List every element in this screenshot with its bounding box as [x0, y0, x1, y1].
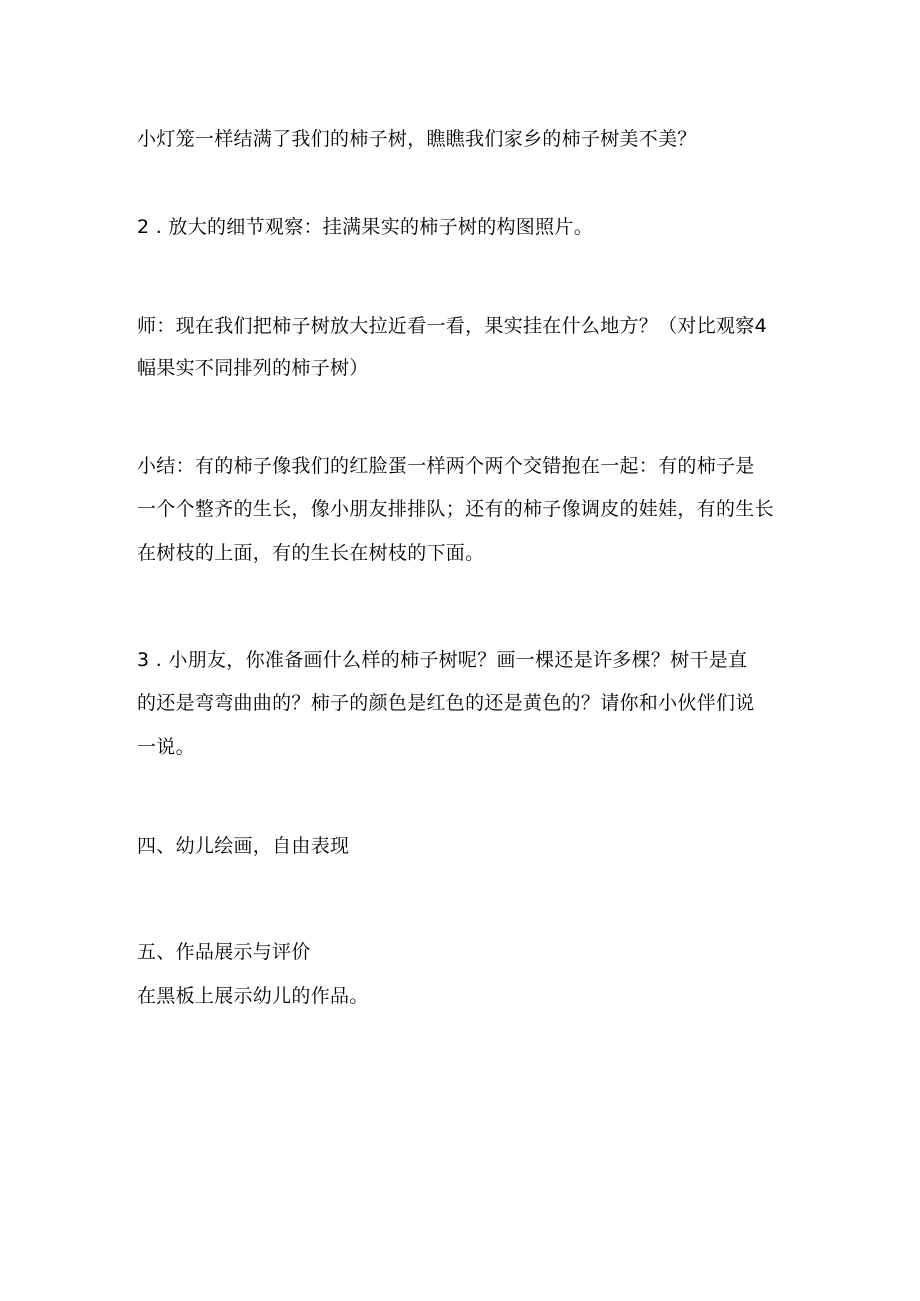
paragraph-line: 小灯笼一样结满了我们的柿子树，瞧瞧我们家乡的柿子树美不美？: [137, 128, 697, 150]
paragraph-line: 幅果实不同排列的柿子树）: [137, 357, 369, 379]
summary-line: 在树枝的上面，有的生长在树枝的下面。: [137, 542, 485, 564]
summary-line: 一个个整齐的生长，像小朋友排排队；还有的柿子像调皮的娃娃，有的生长: [137, 498, 774, 520]
section-heading-4: 四、幼儿绘画，自由表现: [137, 835, 350, 857]
list-item-2: 2 . 放大的细节观察：挂满果实的柿子树的构图照片。: [137, 216, 594, 238]
list-item-3: 3 . 小朋友，你准备画什么样的柿子树呢？画一棵还是许多棵？树干是直: [137, 649, 748, 671]
paragraph-line: 一说。: [137, 736, 195, 758]
paragraph-line: 师：现在我们把柿子树放大拉近看一看，果实挂在什么地方？（对比观察4: [137, 315, 767, 337]
summary-line: 小结：有的柿子像我们的红脸蛋一样两个两个交错抱在一起：有的柿子是: [137, 455, 755, 477]
paragraph-line: 的还是弯弯曲曲的？柿子的颜色是红色的还是黄色的？请你和小伙伴们说: [137, 692, 755, 714]
paragraph-line: 在黑板上展示幼儿的作品。: [137, 985, 369, 1007]
section-heading-5: 五、作品展示与评价: [137, 941, 311, 963]
